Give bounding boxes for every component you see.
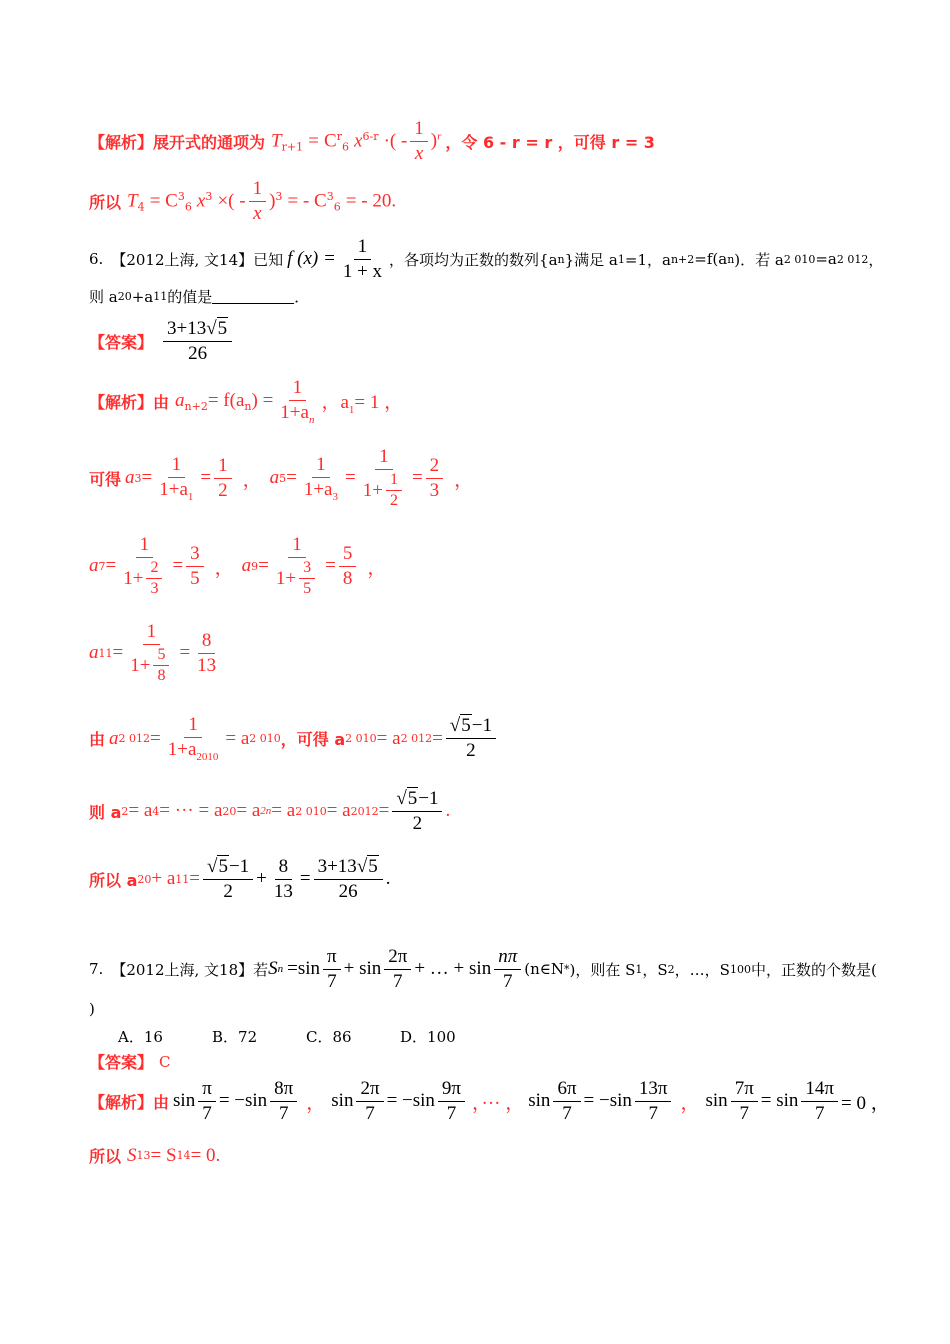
- den: 1+: [362, 479, 383, 501]
- eq: =: [189, 868, 200, 890]
- frac: [193, 630, 220, 677]
- sub: 1: [348, 404, 355, 417]
- tail: )，则在 S: [569, 960, 636, 979]
- q6-stem-line1: [89, 236, 883, 283]
- t4: T: [127, 189, 138, 211]
- stem-text: +a: [131, 287, 154, 306]
- minus: −1: [471, 715, 492, 737]
- sub: 100: [729, 962, 751, 976]
- equals: =: [308, 129, 319, 151]
- q7-choices: [118, 1026, 494, 1047]
- tail: ，…，S: [674, 960, 730, 979]
- t4-sub: 4: [137, 200, 145, 214]
- sub: 2: [667, 962, 675, 976]
- frac: [276, 377, 318, 426]
- answer-tag: 【答案】: [89, 1053, 154, 1072]
- sin: sin: [705, 1090, 728, 1112]
- frac-2pi-7: [384, 946, 411, 993]
- term-t: T: [271, 129, 282, 151]
- den: 7: [365, 1102, 375, 1124]
- a: a: [89, 642, 99, 664]
- den: 7: [648, 1102, 658, 1124]
- fraction-1-over-x-2: [249, 178, 267, 225]
- ans-den: 26: [188, 342, 208, 364]
- sub: 2 010: [783, 252, 816, 266]
- frac-npi-7: [494, 946, 521, 993]
- frac: [356, 1078, 383, 1125]
- frac: [164, 714, 223, 763]
- den: 2: [223, 880, 233, 902]
- den: 7: [814, 1102, 825, 1124]
- den: 13: [273, 880, 293, 902]
- eq: ) =: [251, 390, 274, 412]
- stem-text: 则 a: [89, 288, 118, 306]
- neg-sin: = −sin: [386, 1090, 435, 1112]
- q6-jiexi-line5: [89, 714, 499, 763]
- num: 1: [289, 377, 307, 401]
- den: 5: [303, 580, 312, 598]
- tail: ，S: [642, 960, 668, 979]
- q6-jiexi-line1: [89, 377, 403, 426]
- den: 13: [197, 654, 217, 676]
- sin: sin: [528, 1090, 551, 1112]
- sub: 14: [176, 1149, 191, 1162]
- sub: 2n: [260, 805, 272, 818]
- stem-text: }满足 a: [564, 250, 618, 269]
- num: 2: [146, 559, 162, 579]
- num: 2: [426, 455, 444, 479]
- q6-jiexi-line2: 可得 a 3 = $\frac{1}{1+a_1}$ = $\frac{1}{2}$ ， a 5 = $\frac{1}{1+a_3}$ = 1 1+ $\frac{1}{2}$ = $\frac{2}{3}$ ，: [89, 446, 474, 510]
- den: 1+: [275, 567, 297, 589]
- c3-sub2: 6: [333, 200, 341, 214]
- sin: sin: [173, 1090, 196, 1112]
- sin: =sin: [287, 958, 321, 980]
- eq: =: [432, 727, 443, 749]
- frac: [198, 1078, 216, 1125]
- num: 1: [312, 454, 330, 478]
- sub: 3: [332, 490, 338, 503]
- eq: = a: [225, 727, 250, 749]
- sub: 1: [617, 252, 625, 266]
- comb-sup: r: [336, 129, 342, 143]
- c3-sup2: 3: [326, 189, 334, 203]
- num: 6π: [553, 1078, 580, 1102]
- comb-c: C: [324, 129, 337, 151]
- sqrt: 5: [407, 788, 418, 809]
- num: 1: [184, 714, 202, 738]
- den: 7: [739, 1102, 749, 1124]
- c3-sup: 3: [177, 189, 185, 203]
- num: 3: [299, 559, 315, 579]
- neg-sin: = −sin: [583, 1090, 632, 1112]
- x3-sup: 3: [205, 189, 213, 203]
- frac: [438, 1078, 465, 1125]
- eq: =: [150, 727, 161, 749]
- choice-d[interactable]: D．100: [400, 1028, 456, 1046]
- den: 5: [190, 567, 200, 589]
- eq: = S: [150, 1144, 177, 1166]
- f-fraction: [339, 236, 386, 283]
- sub: 11: [153, 290, 168, 303]
- times: ×( -: [217, 189, 246, 211]
- frac: [801, 1078, 838, 1125]
- den: 1+a: [167, 738, 197, 760]
- stem-text: =a: [815, 250, 837, 269]
- num: 1: [288, 534, 306, 558]
- den: 1+a: [303, 478, 333, 500]
- q6-source: 【2012上海, 文14】已知: [111, 250, 284, 269]
- sub: 13: [136, 1149, 151, 1162]
- sub: n+2: [670, 252, 695, 266]
- num: 8: [275, 856, 293, 880]
- num: 1: [168, 454, 186, 478]
- tail: 中，正数的个数是(: [750, 960, 877, 979]
- sup: *: [563, 962, 570, 976]
- period: .: [385, 868, 391, 890]
- choice-a[interactable]: A．16: [118, 1028, 163, 1046]
- q6-stem-line2: [89, 286, 309, 307]
- stem-text: ，: [868, 250, 884, 269]
- q7-jiexi-line2: [89, 1144, 220, 1167]
- sub: 20: [117, 290, 132, 303]
- frac-den: x: [253, 202, 262, 224]
- c3-sub: 6: [184, 200, 192, 214]
- num: 3: [186, 543, 204, 567]
- sub: 20: [222, 804, 237, 818]
- a: a: [109, 727, 119, 749]
- frac-sqrt5: $\frac{√5-1}{2}$: [203, 856, 253, 903]
- mid-text: ·( -: [383, 129, 408, 151]
- tail: = 1 ，: [354, 392, 404, 414]
- q7-stem-line1: [89, 946, 877, 993]
- a: a: [89, 555, 99, 577]
- den: 7: [446, 1102, 457, 1124]
- den: 7: [393, 970, 403, 992]
- eq: = a: [326, 800, 351, 822]
- result: = 0.: [190, 1144, 221, 1166]
- you: 由: [153, 1092, 170, 1112]
- frac: [339, 543, 357, 590]
- den: 8: [157, 667, 166, 685]
- sub: n: [308, 413, 315, 426]
- answer-fraction: $\frac{3+13√5}{26}$: [163, 318, 232, 365]
- q5-solution-line2: [89, 178, 396, 225]
- a: a: [175, 390, 185, 412]
- comma: ，: [680, 1092, 700, 1114]
- den: 3: [150, 580, 159, 598]
- answer-tag: 【答案】: [89, 332, 154, 352]
- plus: + a: [151, 868, 176, 890]
- a: a: [269, 467, 280, 489]
- q7-answer: [89, 1050, 171, 1073]
- frac: [270, 1078, 297, 1125]
- stem-text: ．: [294, 288, 310, 306]
- sub: 20: [137, 872, 152, 886]
- stem-text: =1，a: [624, 250, 671, 269]
- sqrt: 5: [461, 715, 471, 737]
- stem-text: 的值是: [167, 288, 213, 306]
- x-power: 6-r: [362, 129, 379, 143]
- tail: ，a: [321, 392, 349, 414]
- jiexi-tag: 【解析】: [89, 132, 154, 152]
- den: 7: [562, 1102, 572, 1124]
- frac: [270, 856, 297, 903]
- frac: [553, 1078, 580, 1125]
- frac: [635, 1078, 672, 1125]
- comma: ，: [367, 557, 387, 579]
- ze: 则 a: [89, 802, 122, 822]
- nested-frac: [119, 534, 169, 599]
- sub: 2012: [350, 804, 379, 818]
- sub: n: [244, 400, 252, 414]
- frac: [731, 1078, 758, 1125]
- x3: x: [196, 189, 206, 211]
- sub: n: [727, 252, 735, 266]
- sqrt: 5: [368, 856, 378, 877]
- eq: = a: [128, 800, 153, 822]
- frac: [155, 454, 197, 503]
- sub: 4: [152, 804, 160, 818]
- den: 3: [429, 479, 440, 501]
- comma: ，: [214, 557, 234, 579]
- r-power: r: [437, 131, 442, 144]
- q7-stem-line2: [89, 1000, 95, 1018]
- frac-den: 1 + x: [342, 260, 383, 282]
- suoyi: 所以 a: [89, 870, 138, 890]
- num: 8: [198, 630, 216, 654]
- frac: [214, 455, 232, 502]
- q7-source: 【2012上海, 文18】若: [111, 960, 269, 979]
- q5-solution-line1: [89, 118, 655, 165]
- comb-sub: 6: [341, 140, 349, 154]
- kede: 可得: [89, 469, 122, 489]
- choice-c[interactable]: C．86: [306, 1028, 352, 1046]
- q7-number: 7.: [89, 960, 104, 979]
- eq: =: [378, 800, 390, 822]
- eq: = f(a: [207, 390, 245, 412]
- neg-c: = - C: [287, 189, 327, 211]
- sub: 2: [121, 804, 129, 818]
- sqrt: 5: [218, 856, 228, 877]
- q6-jiexi-line4: a 11 = 1 1+ $\frac{5}{8}$ = $\frac{8}{13}$: [89, 621, 223, 686]
- num: 7π: [731, 1078, 758, 1102]
- frac: [300, 454, 342, 503]
- num: nπ: [494, 946, 521, 970]
- result: = - 20.: [345, 189, 397, 211]
- num: 2π: [356, 1078, 383, 1102]
- num: 1: [136, 534, 154, 558]
- den: 2: [218, 479, 228, 501]
- q6-jiexi-line7: [89, 856, 391, 903]
- frac-pi-7: [323, 946, 341, 993]
- q5-text: 展开式的通项为: [153, 132, 266, 152]
- num: 1: [143, 621, 161, 645]
- neg-sin: = −sin: [218, 1090, 268, 1112]
- frac-den: x: [414, 142, 424, 164]
- den: 7: [502, 970, 513, 992]
- frac-num: 1: [354, 236, 372, 260]
- den: 1+a: [159, 478, 188, 500]
- den: 7: [327, 970, 337, 992]
- sub: 11: [175, 872, 190, 886]
- sub: 3: [134, 471, 142, 485]
- den: 1+: [130, 654, 151, 676]
- frac-num: 1: [249, 178, 267, 202]
- sub: 7: [98, 559, 106, 573]
- frac-num: 1: [410, 118, 428, 142]
- eq: = a: [236, 800, 261, 822]
- choice-b[interactable]: B．72: [212, 1028, 258, 1046]
- pow3: 3: [275, 189, 283, 203]
- nested-frac: [359, 446, 409, 511]
- sub: 2010: [196, 750, 219, 763]
- sub: 2 012: [118, 732, 151, 746]
- sub: 1: [187, 490, 194, 503]
- frac: [186, 543, 204, 590]
- var-x: x: [354, 129, 363, 151]
- suoyi: 所以: [89, 1147, 122, 1166]
- num: π: [323, 946, 341, 970]
- q6-jiexi-line6: [89, 788, 450, 835]
- den: 7: [278, 1102, 289, 1124]
- eq-zero: = 0 ，: [841, 1092, 890, 1114]
- eq: = a: [271, 800, 296, 822]
- paren: ): [269, 189, 276, 211]
- sub: 11: [98, 646, 113, 660]
- sub: n+2: [184, 400, 208, 414]
- den: 8: [342, 567, 353, 589]
- s: S: [268, 958, 278, 980]
- sin: sin: [331, 1090, 354, 1112]
- frac: [426, 455, 444, 502]
- sub: 2 012: [836, 252, 869, 266]
- eq-sin: = sin: [760, 1090, 799, 1112]
- ans-num: 3+13: [167, 318, 207, 339]
- paren-close: ): [89, 1000, 95, 1018]
- sub: 9: [251, 559, 259, 573]
- q5-tail: ，令 6 - r = r ，可得 r = 3: [445, 132, 655, 152]
- sub: 2 012: [400, 732, 433, 746]
- sub: 2 010: [295, 804, 327, 818]
- num: 3+13: [317, 856, 357, 877]
- frac-answer: $\frac{3+13√5}{26}$: [314, 856, 383, 903]
- kede: ，可得 a: [280, 730, 346, 750]
- suoyi: 所以: [89, 192, 122, 212]
- sub: 2 010: [249, 732, 281, 746]
- frac-sqrt5: $\frac{√5-1}{2}$: [392, 788, 442, 835]
- num: π: [198, 1078, 216, 1102]
- ellipsis: ，··· ，: [472, 1092, 525, 1114]
- jiexi-tag: 【解析】: [89, 393, 154, 413]
- minus: −1: [228, 856, 250, 877]
- den: 2: [412, 812, 423, 834]
- fraction-1-over-x: [410, 118, 428, 165]
- a: a: [125, 467, 135, 489]
- num: 14π: [801, 1078, 838, 1102]
- frac-sqrt5: $\frac{√5-1}{2}$: [446, 715, 496, 762]
- minus: −1: [418, 788, 439, 809]
- q6-number: 6.: [89, 250, 104, 269]
- num: 9π: [438, 1078, 465, 1102]
- comma: ，: [306, 1092, 326, 1114]
- den: 26: [338, 880, 358, 902]
- comma: ，: [242, 469, 262, 491]
- sub: 1: [635, 962, 643, 976]
- paren-close: ): [430, 130, 438, 152]
- sub: n: [557, 252, 565, 266]
- fx: f (x) =: [287, 248, 336, 270]
- stem-text: =f(a: [694, 250, 728, 269]
- ans-sqrt: 5: [217, 318, 228, 339]
- you: 由: [153, 393, 170, 413]
- eq: =: [299, 868, 311, 890]
- s: S: [127, 1144, 137, 1166]
- num: 1: [386, 471, 402, 491]
- nested-frac: [272, 534, 322, 599]
- num: 1: [214, 455, 232, 479]
- eq: = a: [376, 727, 401, 749]
- a: a: [241, 555, 252, 577]
- eq: = ··· = a: [159, 800, 223, 822]
- jiexi-tag: 【解析】: [89, 1092, 154, 1112]
- nested-frac: [126, 621, 176, 686]
- num: 2π: [384, 946, 411, 970]
- cond: (n∈N: [524, 960, 564, 979]
- den: 1+: [123, 567, 144, 589]
- comma: ，: [454, 469, 474, 491]
- sin: + … + sin: [414, 958, 492, 980]
- term-sub: r+1: [281, 140, 304, 154]
- q7-jiexi-line1: [89, 1078, 890, 1125]
- den: 2: [466, 740, 476, 762]
- you: 由: [89, 730, 106, 750]
- q6-jiexi-line3: a 7 = 1 1+ $\frac{2}{3}$ = $\frac{3}{5}$ ， a 9 = 1 1+ $\frac{3}{5}$ = $\frac{5}{8}$ ，: [89, 534, 387, 598]
- q6-answer: [89, 318, 235, 365]
- sin: + sin: [343, 958, 382, 980]
- num: 8π: [270, 1078, 297, 1102]
- num: 1: [375, 446, 393, 470]
- period: .: [445, 800, 451, 822]
- num: 13π: [635, 1078, 672, 1102]
- eq-c: = C: [149, 189, 178, 211]
- stem-text: )．若 a: [734, 250, 784, 269]
- sub: 2 010: [345, 732, 377, 746]
- answer-value: C: [159, 1052, 171, 1071]
- den: 2: [389, 492, 398, 510]
- plus: +: [256, 868, 267, 890]
- stem-text: ，各项均为正数的数列{a: [389, 250, 558, 269]
- sub: 5: [279, 471, 287, 485]
- num: 5: [153, 646, 169, 666]
- num: 5: [339, 543, 357, 567]
- den: 7: [202, 1102, 212, 1124]
- den: 1+a: [280, 401, 309, 423]
- answer-blank: [212, 289, 294, 304]
- sub: n: [277, 963, 284, 976]
